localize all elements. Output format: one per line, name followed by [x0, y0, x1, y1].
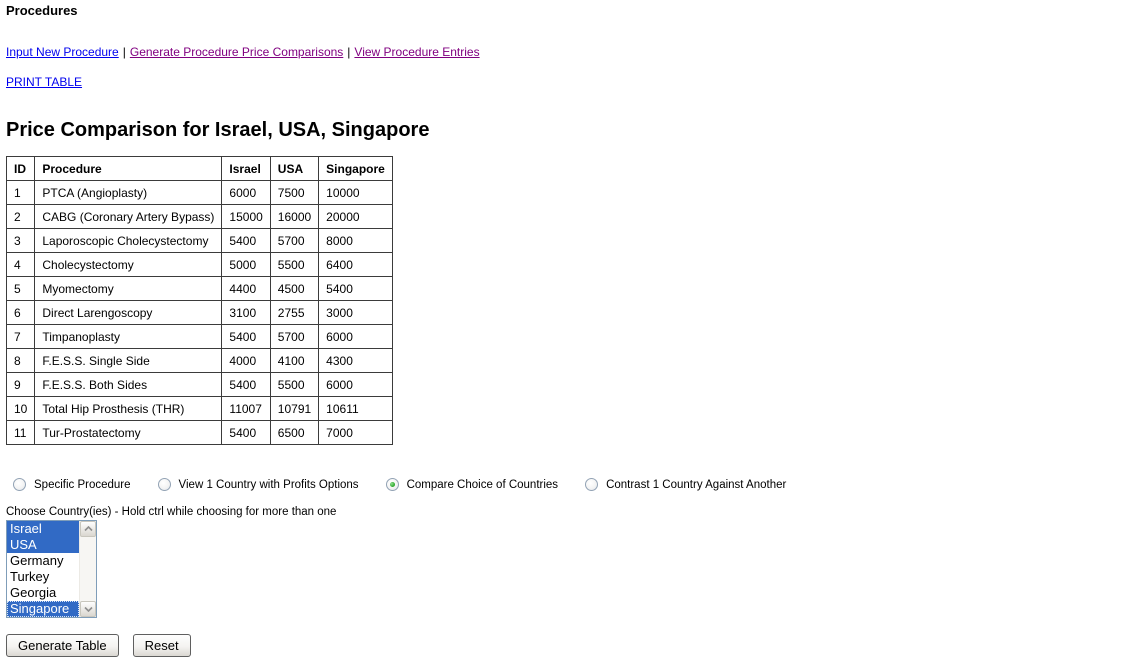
cell-israel-price: 3100 — [222, 301, 270, 325]
cell-israel-price: 5400 — [222, 421, 270, 445]
table-row — [7, 253, 393, 277]
table-row — [7, 421, 393, 445]
price-table-body — [7, 181, 393, 445]
scroll-up-button[interactable] — [80, 521, 96, 537]
comparison-heading: Price Comparison for Israel, USA, Singapore — [6, 119, 430, 141]
nav-separator: | — [347, 45, 351, 59]
cell-id: 9 — [7, 373, 35, 397]
report-type-radio-item — [13, 478, 131, 491]
cell-usa-price: 5700 — [270, 325, 318, 349]
report-type-radios — [6, 478, 1135, 491]
cell-procedure: F.E.S.S. Single Side — [35, 349, 222, 373]
reset-button[interactable]: Reset — [133, 634, 191, 657]
cell-singapore-price: 6400 — [319, 253, 393, 277]
cell-procedure: F.E.S.S. Both Sides — [35, 373, 222, 397]
cell-usa-price: 16000 — [270, 205, 318, 229]
column-header: Israel — [222, 157, 270, 181]
form-buttons — [6, 634, 1135, 657]
cell-usa-price: 5500 — [270, 373, 318, 397]
cell-procedure: Timpanoplasty — [35, 325, 222, 349]
country-option[interactable]: Turkey — [10, 569, 50, 584]
cell-usa-price: 10791 — [270, 397, 318, 421]
cell-procedure: Tur-Prostatectomy — [35, 421, 222, 445]
report-type-radio-item — [585, 478, 786, 491]
cell-id: 3 — [7, 229, 35, 253]
country-option[interactable]: Georgia — [10, 585, 57, 600]
cell-singapore-price: 6000 — [319, 373, 393, 397]
table-row — [7, 373, 393, 397]
cell-singapore-price: 6000 — [319, 325, 393, 349]
cell-israel-price: 15000 — [222, 205, 270, 229]
nav-link-view-entries[interactable]: View Procedure Entries — [354, 45, 480, 59]
table-row — [7, 181, 393, 205]
cell-procedure: Myomectomy — [35, 277, 222, 301]
nav-links — [6, 45, 1135, 59]
radio-label: Compare Choice of Countries — [406, 478, 559, 491]
chevron-up-icon — [84, 526, 93, 532]
column-header: Procedure — [35, 157, 222, 181]
cell-israel-price: 5400 — [222, 229, 270, 253]
cell-id: 4 — [7, 253, 35, 277]
cell-singapore-price: 3000 — [319, 301, 393, 325]
radio-button-icon[interactable] — [13, 478, 26, 491]
print-table-row — [6, 75, 1135, 89]
country-option[interactable]: Germany — [10, 553, 64, 568]
cell-procedure: Cholecystectomy — [35, 253, 222, 277]
cell-procedure: Total Hip Prosthesis (THR) — [35, 397, 222, 421]
column-header: USA — [270, 157, 318, 181]
radio-label: Specific Procedure — [34, 478, 131, 491]
radio-label: Contrast 1 Country Against Another — [606, 478, 787, 491]
cell-usa-price: 2755 — [270, 301, 318, 325]
cell-singapore-price: 10611 — [319, 397, 393, 421]
chevron-down-icon — [84, 606, 93, 612]
table-row — [7, 205, 393, 229]
print-table-link[interactable]: PRINT TABLE — [6, 75, 83, 89]
cell-id: 7 — [7, 325, 35, 349]
cell-israel-price: 5000 — [222, 253, 270, 277]
table-row — [7, 277, 393, 301]
nav-separator: | — [122, 45, 126, 59]
country-option[interactable]: USA — [7, 537, 79, 553]
price-comparison-table — [6, 156, 393, 445]
cell-singapore-price: 5400 — [319, 277, 393, 301]
country-listbox[interactable] — [6, 520, 97, 618]
cell-singapore-price: 8000 — [319, 229, 393, 253]
table-row — [7, 325, 393, 349]
table-row — [7, 349, 393, 373]
cell-usa-price: 4500 — [270, 277, 318, 301]
nav-link-generate-comparisons[interactable]: Generate Procedure Price Comparisons — [129, 45, 344, 59]
cell-id: 1 — [7, 181, 35, 205]
country-listbox-options — [7, 521, 79, 617]
cell-id: 11 — [7, 421, 35, 445]
column-header: Singapore — [319, 157, 393, 181]
cell-singapore-price: 4300 — [319, 349, 393, 373]
cell-usa-price: 7500 — [270, 181, 318, 205]
cell-singapore-price: 20000 — [319, 205, 393, 229]
cell-id: 5 — [7, 277, 35, 301]
radio-label: View 1 Country with Profits Options — [178, 478, 359, 491]
radio-button-icon[interactable] — [585, 478, 598, 491]
column-header: ID — [7, 157, 35, 181]
price-table-head-row — [7, 157, 393, 181]
table-row — [7, 397, 393, 421]
cell-id: 8 — [7, 349, 35, 373]
cell-procedure: CABG (Coronary Artery Bypass) — [35, 205, 222, 229]
nav-link-input-new-procedure[interactable]: Input New Procedure — [6, 45, 119, 59]
report-type-radio-item — [158, 478, 359, 491]
cell-israel-price: 11007 — [222, 397, 270, 421]
cell-israel-price: 4400 — [222, 277, 270, 301]
table-row — [7, 301, 393, 325]
listbox-scrollbar[interactable] — [79, 521, 96, 617]
cell-id: 10 — [7, 397, 35, 421]
cell-israel-price: 6000 — [222, 181, 270, 205]
cell-usa-price: 4100 — [270, 349, 318, 373]
cell-usa-price: 5500 — [270, 253, 318, 277]
cell-israel-price: 5400 — [222, 373, 270, 397]
cell-singapore-price: 7000 — [319, 421, 393, 445]
cell-procedure: Laporoscopic Cholecystectomy — [35, 229, 222, 253]
page-title: Procedures — [6, 3, 78, 18]
cell-procedure: Direct Larengoscopy — [35, 301, 222, 325]
cell-israel-price: 5400 — [222, 325, 270, 349]
cell-id: 6 — [7, 301, 35, 325]
cell-singapore-price: 10000 — [319, 181, 393, 205]
generate-table-button[interactable]: Generate Table — [6, 634, 119, 657]
radio-button-icon[interactable] — [158, 478, 171, 491]
cell-usa-price: 6500 — [270, 421, 318, 445]
cell-procedure: PTCA (Angioplasty) — [35, 181, 222, 205]
table-row — [7, 229, 393, 253]
scroll-down-button[interactable] — [80, 601, 96, 617]
radio-button-icon[interactable] — [386, 478, 399, 491]
cell-israel-price: 4000 — [222, 349, 270, 373]
cell-id: 2 — [7, 205, 35, 229]
report-type-radio-item — [386, 478, 559, 491]
country-option[interactable]: Singapore — [7, 601, 79, 617]
country-option[interactable]: Israel — [7, 521, 79, 537]
choose-country-label: Choose Country(ies) - Hold ctrl while choosing for more than one — [6, 506, 337, 518]
cell-usa-price: 5700 — [270, 229, 318, 253]
